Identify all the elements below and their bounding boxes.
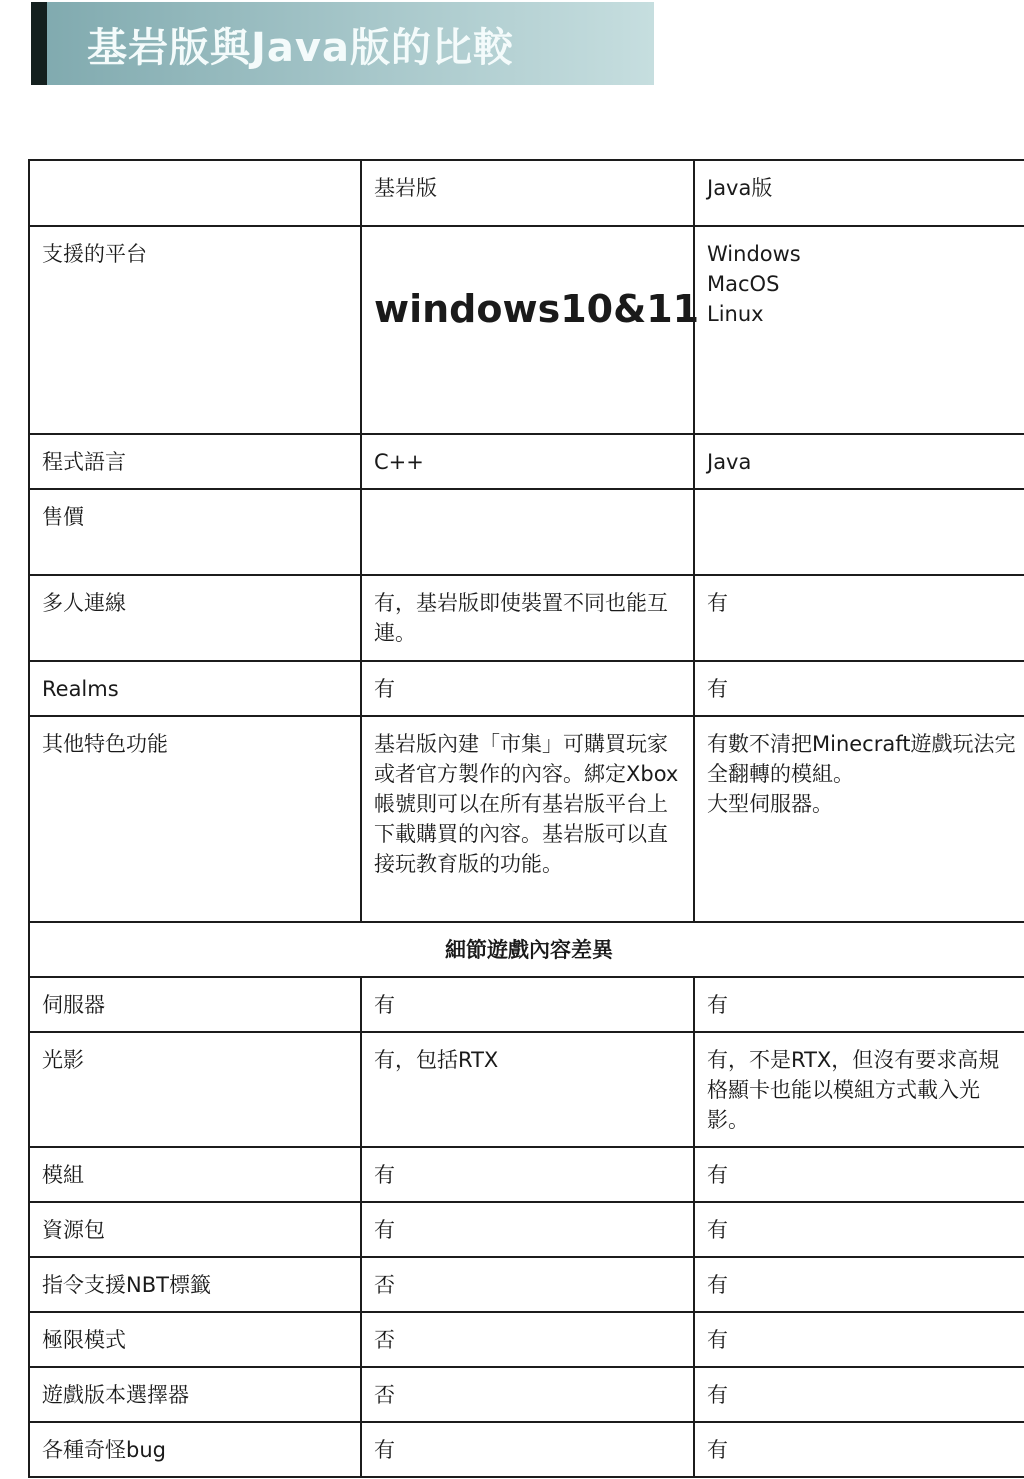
row-label: 極限模式 [29, 1312, 361, 1367]
row-label-platform: 支援的平台 [29, 226, 361, 434]
table-row [29, 1422, 1024, 1477]
row-label: 模組 [29, 1147, 361, 1202]
java-value: 有 [694, 977, 1024, 1032]
bedrock-platform-value: windows10&11 [374, 287, 700, 331]
row-label-features: 其他特色功能 [29, 716, 361, 922]
row-label: 光影 [29, 1032, 361, 1147]
table-header-row [29, 160, 1024, 226]
bedrock-value: 否 [361, 1257, 694, 1312]
bedrock-language: C++ [361, 434, 694, 489]
java-value: 有 [694, 1202, 1024, 1257]
java-platform-cell [694, 226, 1024, 434]
bedrock-value: 有，包括RTX [361, 1032, 694, 1147]
bedrock-platform-cell [361, 226, 700, 434]
java-value: 有 [694, 1312, 1024, 1367]
table-row [29, 1367, 1024, 1422]
java-features-mods: 有數不清把Minecraft遊戲玩法完全翻轉的模組。 [707, 732, 1016, 786]
java-platform-windows: Windows [707, 242, 801, 266]
bedrock-value: 有 [361, 1202, 694, 1257]
page-title: 基岩版與Java版的比較 [87, 25, 514, 71]
java-value: 有 [694, 1422, 1024, 1477]
row-label-multiplayer: 多人連線 [29, 575, 361, 661]
table-row [29, 1032, 1024, 1147]
table-row [29, 489, 1024, 575]
java-language: Java [694, 434, 1024, 489]
row-label: 各種奇怪bug [29, 1422, 361, 1477]
table-row [29, 1147, 1024, 1202]
java-features-servers: 大型伺服器。 [707, 792, 833, 816]
row-label-language: 程式語言 [29, 434, 361, 489]
header-bedrock: 基岩版 [361, 160, 694, 226]
java-features-cell [694, 716, 1024, 922]
bedrock-features: 基岩版內建「市集」可購買玩家或者官方製作的內容。綁定Xbox帳號則可以在所有基岩版平台上下載購買的內容。基岩版可以直接玩教育版的功能。 [361, 716, 694, 922]
java-multiplayer: 有 [694, 575, 1024, 661]
table-row [29, 575, 1024, 661]
bedrock-value: 否 [361, 1367, 694, 1422]
java-platform-macos: MacOS [707, 272, 780, 296]
table-row [29, 434, 1024, 489]
bedrock-value: 否 [361, 1312, 694, 1367]
section-title: 細節遊戲內容差異 [29, 922, 1024, 977]
java-value: 有 [694, 1147, 1024, 1202]
section-header-row [29, 922, 1024, 977]
bedrock-value: 有 [361, 1147, 694, 1202]
header-java: Java版 [694, 160, 1024, 226]
header-empty-cell [29, 160, 361, 226]
bedrock-value: 有 [361, 977, 694, 1032]
table-row [29, 716, 1024, 922]
bedrock-value: 有 [361, 1422, 694, 1477]
row-label-price: 售價 [29, 489, 361, 575]
bedrock-price [361, 489, 694, 575]
row-label-realms: Realms [29, 661, 361, 716]
java-value: 有，不是RTX，但沒有要求高規格顯卡也能以模組方式載入光影。 [694, 1032, 1024, 1147]
table-row [29, 1257, 1024, 1312]
row-label: 伺服器 [29, 977, 361, 1032]
bedrock-realms: 有 [361, 661, 694, 716]
title-banner [31, 2, 654, 85]
java-value: 有 [694, 1367, 1024, 1422]
java-value: 有 [694, 1257, 1024, 1312]
table-row [29, 661, 1024, 716]
java-platform-linux: Linux [707, 302, 764, 326]
table-row [29, 226, 1024, 434]
bedrock-multiplayer: 有，基岩版即使裝置不同也能互連。 [361, 575, 694, 661]
java-price [694, 489, 1024, 575]
comparison-table [28, 159, 1024, 1478]
row-label: 遊戲版本選擇器 [29, 1367, 361, 1422]
row-label: 指令支援NBT標籤 [29, 1257, 361, 1312]
table-row [29, 977, 1024, 1032]
table-row [29, 1312, 1024, 1367]
title-accent-bar [31, 2, 47, 85]
java-realms: 有 [694, 661, 1024, 716]
row-label: 資源包 [29, 1202, 361, 1257]
table-row [29, 1202, 1024, 1257]
